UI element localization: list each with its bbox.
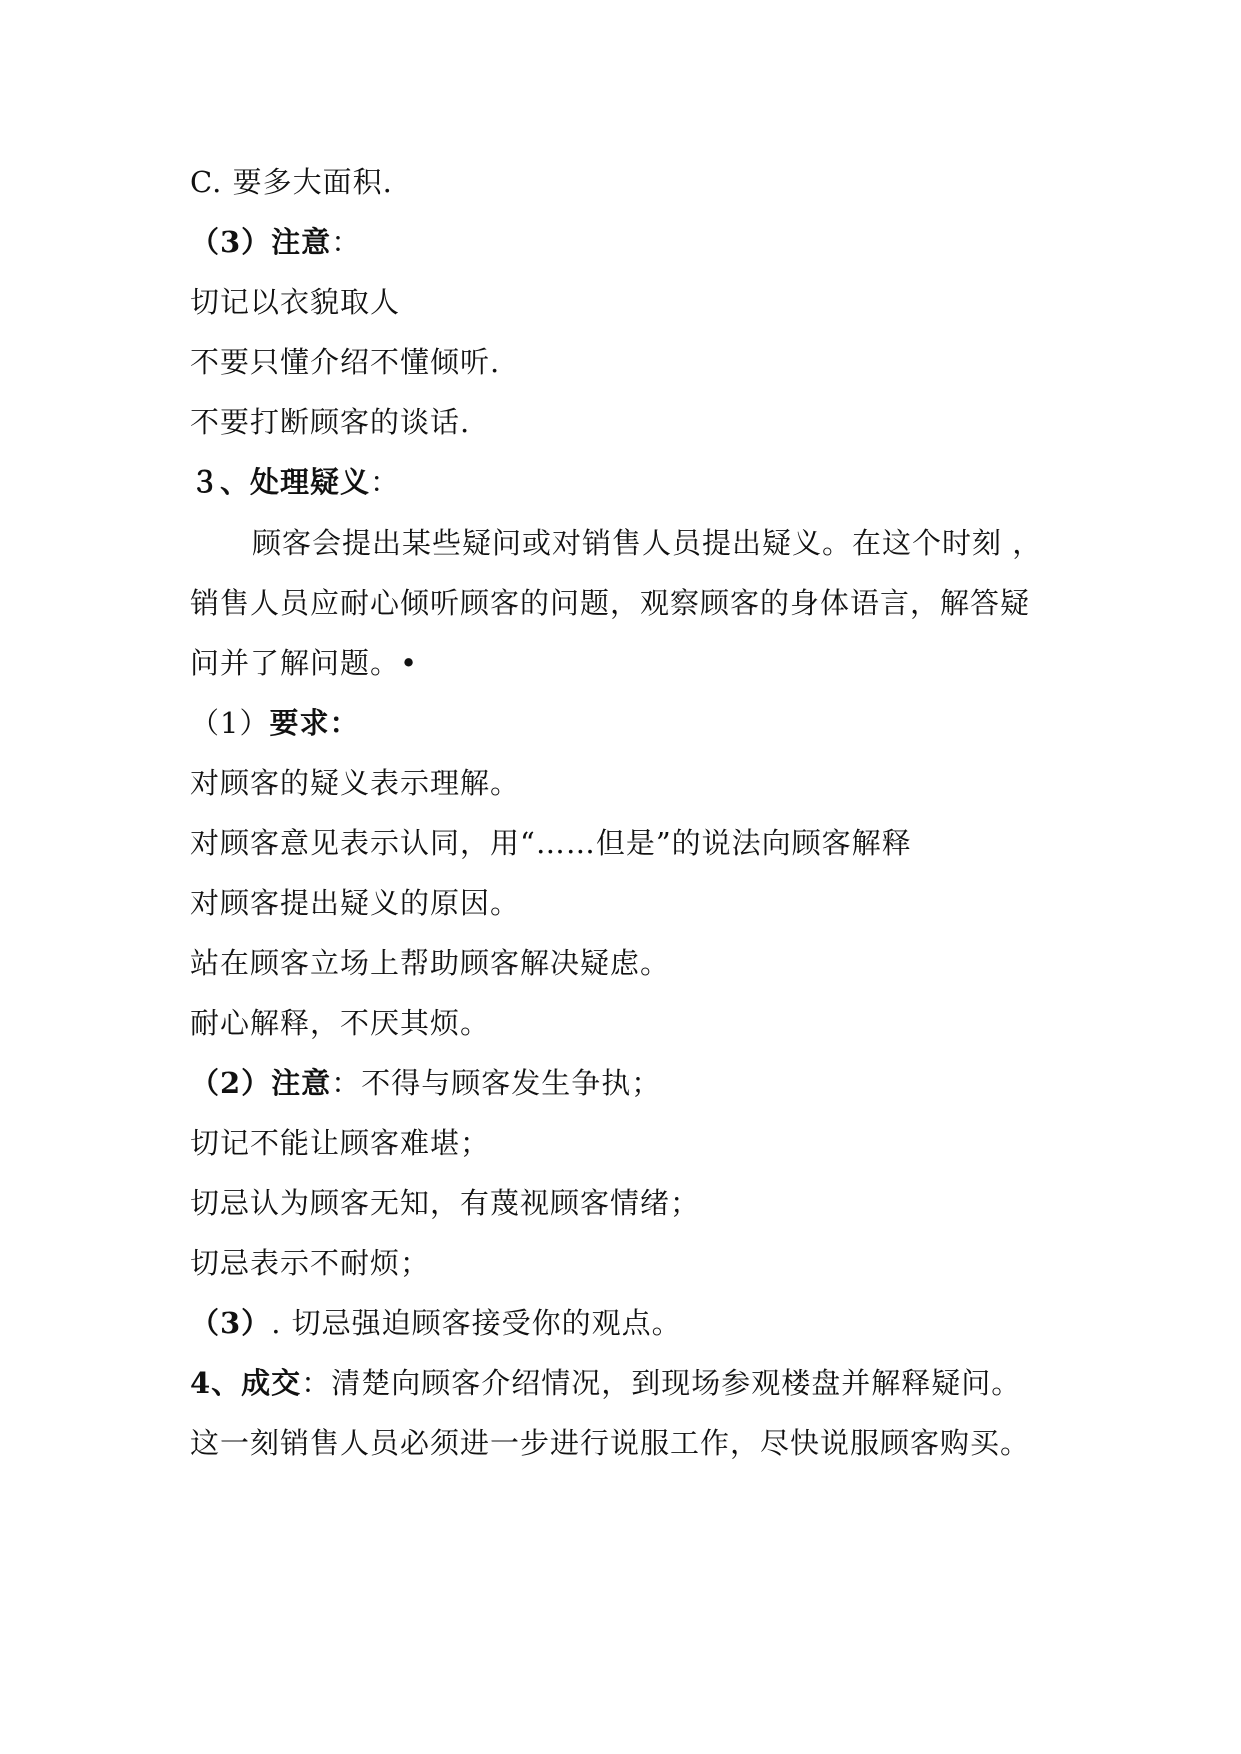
line-text: 不要只懂介绍不懂倾听. — [190, 345, 501, 379]
line-text: 切忌认为顾客无知，有蔑视顾客情绪； — [190, 1186, 701, 1220]
paragraph-line — [190, 638, 1070, 688]
line-text: 销售人员应耐心倾听顾客的问题，观察顾客的身体语言，解答疑 — [190, 586, 1031, 620]
heading-label: 要求： — [269, 706, 360, 740]
caution-item — [190, 1118, 1070, 1168]
line-text: 不要打断顾客的谈话. — [190, 405, 471, 439]
line-text: 耐心解释，不厌其烦。 — [190, 1006, 491, 1040]
heading-colon: ： — [331, 225, 362, 259]
section-heading-cautions — [190, 1058, 1070, 1108]
heading-label: 4、成交 — [190, 1366, 302, 1400]
line-text: 切记不能让顾客难堪； — [190, 1126, 491, 1160]
note-item — [190, 397, 1070, 447]
line-text: C. 要多大面积. — [190, 165, 393, 199]
caution-item — [190, 1238, 1070, 1288]
requirement-item — [190, 818, 1070, 868]
list-item-c — [190, 157, 1070, 207]
heading-label: （3）注意 — [190, 225, 332, 259]
line-text: 对顾客的疑义表示理解。 — [190, 766, 521, 800]
section-heading-notes — [190, 217, 1070, 267]
line-text: 切忌表示不耐烦； — [190, 1246, 431, 1280]
line-text: 这一刻销售人员必须进一步进行说服工作，尽快说服顾客购买。 — [190, 1426, 1031, 1460]
heading-text: ：清楚向顾客介绍情况，到现场参观楼盘并解释疑问。 — [301, 1366, 1022, 1400]
heading-number: （1） — [190, 706, 270, 740]
section-heading-requirements — [190, 698, 1070, 748]
line-text: 对顾客提出疑义的原因。 — [190, 886, 521, 920]
caution-item — [190, 1178, 1070, 1228]
line-text: 切记以衣貌取人 — [190, 285, 401, 319]
section-heading-objections — [190, 457, 1070, 507]
section-heading-closing — [190, 1358, 1070, 1408]
heading-colon: ： — [370, 465, 401, 499]
heading-label: ３、处理疑义 — [190, 465, 371, 499]
note-item — [190, 277, 1070, 327]
line-text: . 切忌强迫顾客接受你的观点。 — [271, 1306, 682, 1340]
requirement-item — [190, 878, 1070, 928]
paragraph-line — [190, 518, 1070, 568]
heading-label: （2）注意 — [190, 1066, 332, 1100]
paragraph-line — [190, 578, 1070, 628]
line-text: 站在顾客立场上帮助顾客解决疑虑。 — [190, 946, 671, 980]
caution-item-numbered — [190, 1298, 1070, 1348]
requirement-item — [190, 938, 1070, 988]
paragraph-line — [190, 1418, 1070, 1468]
heading-text: ：不得与顾客发生争执； — [331, 1066, 662, 1100]
line-text: 顾客会提出某些疑问或对销售人员提出疑义。在这个时刻 ， — [252, 526, 1043, 560]
item-number: （3） — [190, 1306, 272, 1340]
line-text: 问并了解问题。• — [190, 646, 419, 680]
requirement-item — [190, 758, 1070, 808]
note-item — [190, 337, 1070, 387]
line-text: 对顾客意见表示认同，用“……但是”的说法向顾客解释 — [190, 826, 912, 860]
requirement-item — [190, 998, 1070, 1048]
